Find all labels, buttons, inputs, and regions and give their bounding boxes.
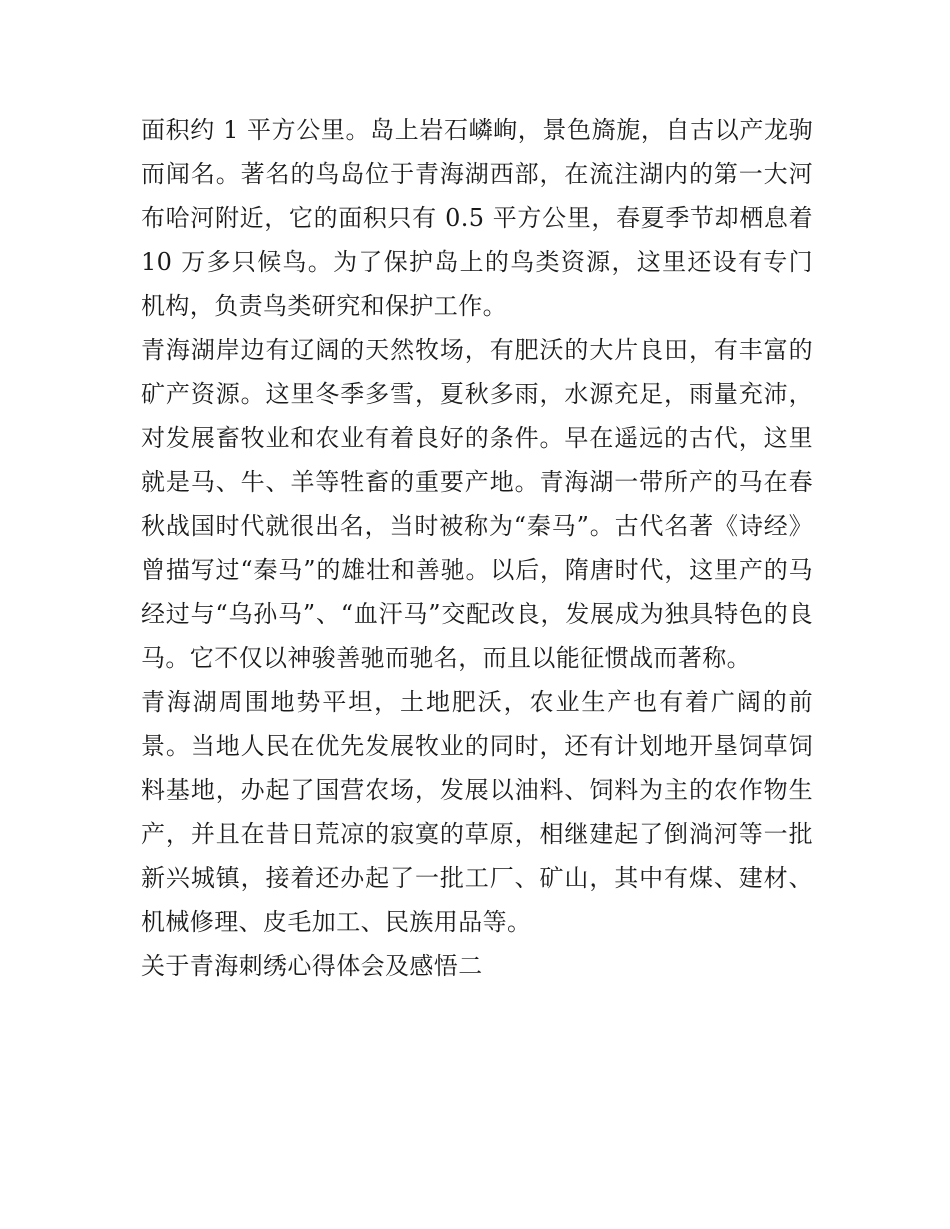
text-line: 经过与“乌孙马”、“血汗马”交配改良，发展成为独具特色的良: [141, 600, 813, 628]
section-heading: 关于青海刺绣心得体会及感悟二: [141, 952, 483, 980]
text-line: 青海湖周围地势平坦，土地肥沃，农业生产也有着广阔的前: [141, 688, 813, 716]
text-line: 机构，负责鸟类研究和保护工作。: [141, 292, 507, 320]
text-line: 对发展畜牧业和农业有着良好的条件。早在遥远的古代，这里: [141, 424, 813, 452]
document-body: [141, 108, 813, 988]
text-line: 新兴城镇，接着还办起了一批工厂、矿山，其中有煤、建材、: [141, 864, 813, 892]
text-line: 就是马、牛、羊等牲畜的重要产地。青海湖一带所产的马在春: [141, 468, 813, 496]
text-line: 马。它不仅以神骏善驰而驰名，而且以能征惯战而著称。: [141, 644, 751, 672]
text-line: 青海湖岸边有辽阔的天然牧场，有肥沃的大片良田，有丰富的: [141, 336, 813, 364]
text-line: 布哈河附近，它的面积只有 0.5 平方公里，春夏季节却栖息着: [141, 204, 813, 232]
text-line: 料基地，办起了国营农场，发展以油料、饲料为主的农作物生: [141, 776, 813, 804]
text-line: 10 万多只候鸟。为了保护岛上的鸟类资源，这里还设有专门: [141, 248, 813, 276]
text-line: 产，并且在昔日荒凉的寂寞的草原，相继建起了倒淌河等一批: [141, 820, 813, 848]
text-line: 景。当地人民在优先发展牧业的同时，还有计划地开垦饲草饲: [141, 732, 813, 760]
text-line: 秋战国时代就很出名，当时被称为“秦马”。古代名著《诗经》: [141, 512, 813, 540]
text-line: 而闻名。著名的鸟岛位于青海湖西部，在流注湖内的第一大河: [141, 160, 813, 188]
text-line: 面积约 1 平方公里。岛上岩石嶙峋，景色旖旎，自古以产龙驹: [141, 116, 813, 144]
text-line: 矿产资源。这里冬季多雪，夏秋多雨，水源充足，雨量充沛，: [141, 380, 813, 408]
text-line: 机械修理、皮毛加工、民族用品等。: [141, 908, 532, 936]
text-line: 曾描写过“秦马”的雄壮和善驰。以后，隋唐时代，这里产的马: [141, 556, 813, 584]
